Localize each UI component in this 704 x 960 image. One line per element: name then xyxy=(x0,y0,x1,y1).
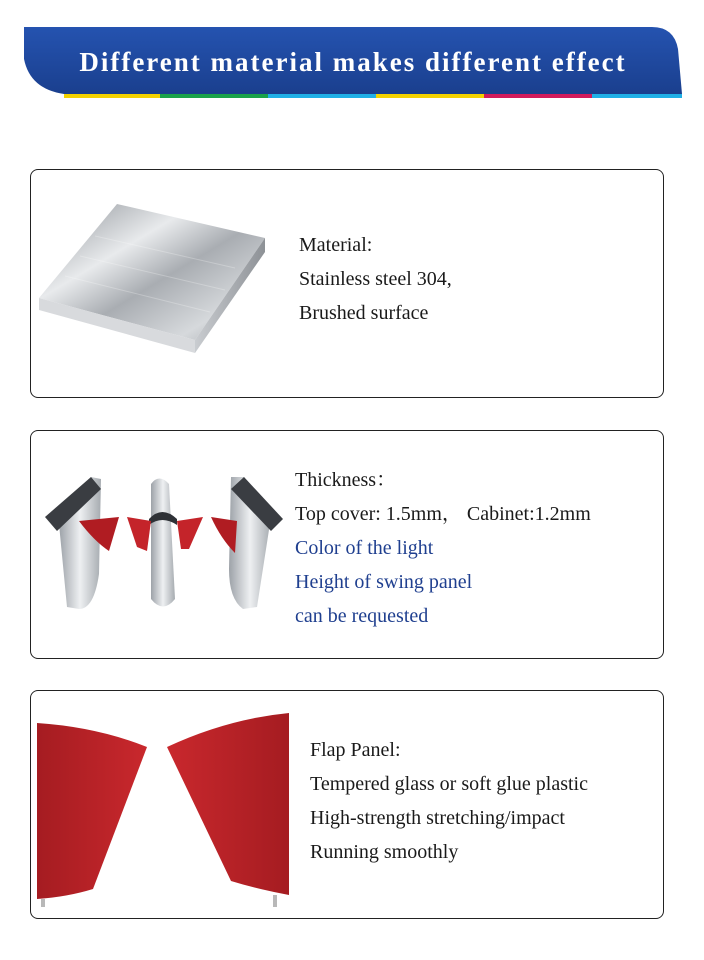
text-line: Thickness： xyxy=(295,469,397,491)
flap-barrier-gates-image xyxy=(39,469,284,629)
banner-stripe xyxy=(160,94,268,98)
banner-stripe xyxy=(268,94,376,98)
banner-stripe xyxy=(484,94,592,98)
text-line: Running smoothly xyxy=(310,841,459,863)
banner-stripe xyxy=(592,94,682,98)
highlight-line: Height of swing panel xyxy=(295,571,473,593)
thickness-card xyxy=(30,430,664,659)
text-line: Flap Panel: xyxy=(310,739,401,761)
text-line: Tempered glass or soft glue plastic xyxy=(310,773,588,795)
flap-panel-card xyxy=(30,690,664,919)
red-flap-panels-image xyxy=(37,713,289,907)
flap-panel-text xyxy=(310,733,588,869)
banner-title: Different material makes different effect xyxy=(79,47,627,77)
header-banner xyxy=(24,27,682,99)
banner-stripe xyxy=(376,94,484,98)
material-text xyxy=(299,228,452,330)
text-line: Top cover: 1.5mm， Cabinet:1.2mm xyxy=(295,503,591,525)
text-line: Brushed surface xyxy=(299,302,429,324)
text-line: Stainless steel 304, xyxy=(299,268,452,290)
highlight-line: can be requested xyxy=(295,605,429,627)
banner-stripe xyxy=(64,94,160,98)
material-card xyxy=(30,169,664,398)
text-line: High-strength stretching/impact xyxy=(310,807,565,829)
text-line: Material: xyxy=(299,234,373,256)
highlight-line: Color of the light xyxy=(295,537,434,559)
thickness-text xyxy=(295,463,591,633)
stainless-steel-plate-image xyxy=(35,198,265,358)
